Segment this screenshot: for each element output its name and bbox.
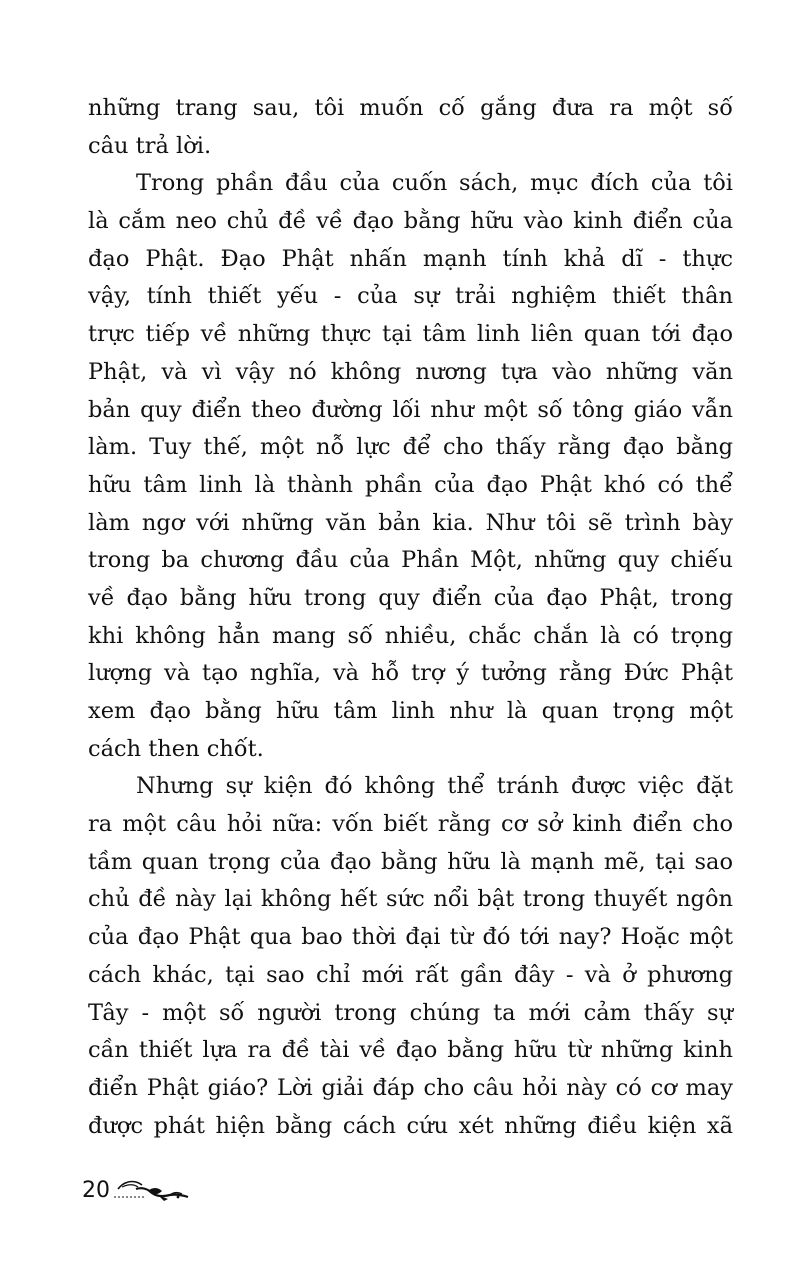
text-line: cần thiết lựa ra đề tài về đạo bằng hữu từ những kinh bbox=[88, 1037, 733, 1064]
text-line: những trang sau, tôi muốn cố gắng đưa ra một số bbox=[88, 95, 733, 121]
text-line: cách then chốt. bbox=[88, 735, 264, 762]
text-line: Tây - một số người trong chúng ta mới cảm thấy sự bbox=[88, 999, 733, 1026]
text-line: trực tiếp về những thực tại tâm linh liên quan tới đạo bbox=[88, 321, 733, 348]
paragraph-start-line: Nhưng sự kiện đó không thể tránh được việc đặt bbox=[136, 773, 733, 800]
text-line: về đạo bằng hữu trong quy điển của đạo Phật, trong bbox=[88, 584, 733, 611]
text-line: Phật, và vì vậy nó không nương tựa vào những văn bbox=[88, 358, 733, 385]
text-line: chủ đề này lại không hết sức nổi bật trong thuyết ngôn bbox=[88, 886, 733, 913]
text-line: khi không hẳn mang số nhiều, chắc chắn là có trọng bbox=[88, 622, 733, 649]
text-line: câu trả lời. bbox=[88, 132, 212, 159]
page-footer bbox=[82, 1175, 192, 1203]
text-line: làm. Tuy thế, một nỗ lực để cho thấy rằng đạo bằng bbox=[88, 434, 733, 461]
text-line: hữu tâm linh là thành phần của đạo Phật khó có thể bbox=[88, 471, 733, 498]
body-text bbox=[88, 90, 733, 1145]
text-line: được phát hiện bằng cách cứu xét những điều kiện xã bbox=[88, 1112, 733, 1139]
text-line: trong ba chương đầu của Phần Một, những quy chiếu bbox=[88, 547, 733, 574]
bird-ornament-icon bbox=[112, 1175, 192, 1203]
text-line: xem đạo bằng hữu tâm linh như là quan trọng một bbox=[88, 698, 733, 724]
paragraph-start-line: Trong phần đầu của cuốn sách, mục đích của tôi bbox=[136, 170, 733, 197]
text-line: của đạo Phật qua bao thời đại từ đó tới nay? Hoặc một bbox=[88, 924, 733, 951]
text-line: là cắm neo chủ đề về đạo bằng hữu vào kinh điển của bbox=[88, 208, 733, 235]
text-line: ra một câu hỏi nữa: vốn biết rằng cơ sở kinh điển cho bbox=[88, 811, 733, 838]
text-line: cách khác, tại sao chỉ mới rất gần đây - và ở phương bbox=[88, 961, 733, 988]
text-line: đạo Phật. Đạo Phật nhấn mạnh tính khả dĩ - thực bbox=[88, 245, 733, 272]
text-line: vậy, tính thiết yếu - của sự trải nghiệm thiết thân bbox=[88, 283, 733, 310]
page-number: 20 bbox=[82, 1178, 110, 1203]
text-line: lượng và tạo nghĩa, và hỗ trợ ý tưởng rằng Đức Phật bbox=[88, 660, 733, 687]
text-line: tầm quan trọng của đạo bằng hữu là mạnh mẽ, tại sao bbox=[88, 848, 733, 875]
text-line: điển Phật giáo? Lời giải đáp cho câu hỏi này có cơ may bbox=[88, 1074, 733, 1101]
text-line: bản quy điển theo đường lối như một số tông giáo vẫn bbox=[88, 396, 733, 423]
text-line: làm ngơ với những văn bản kia. Như tôi sẽ trình bày bbox=[88, 509, 733, 536]
